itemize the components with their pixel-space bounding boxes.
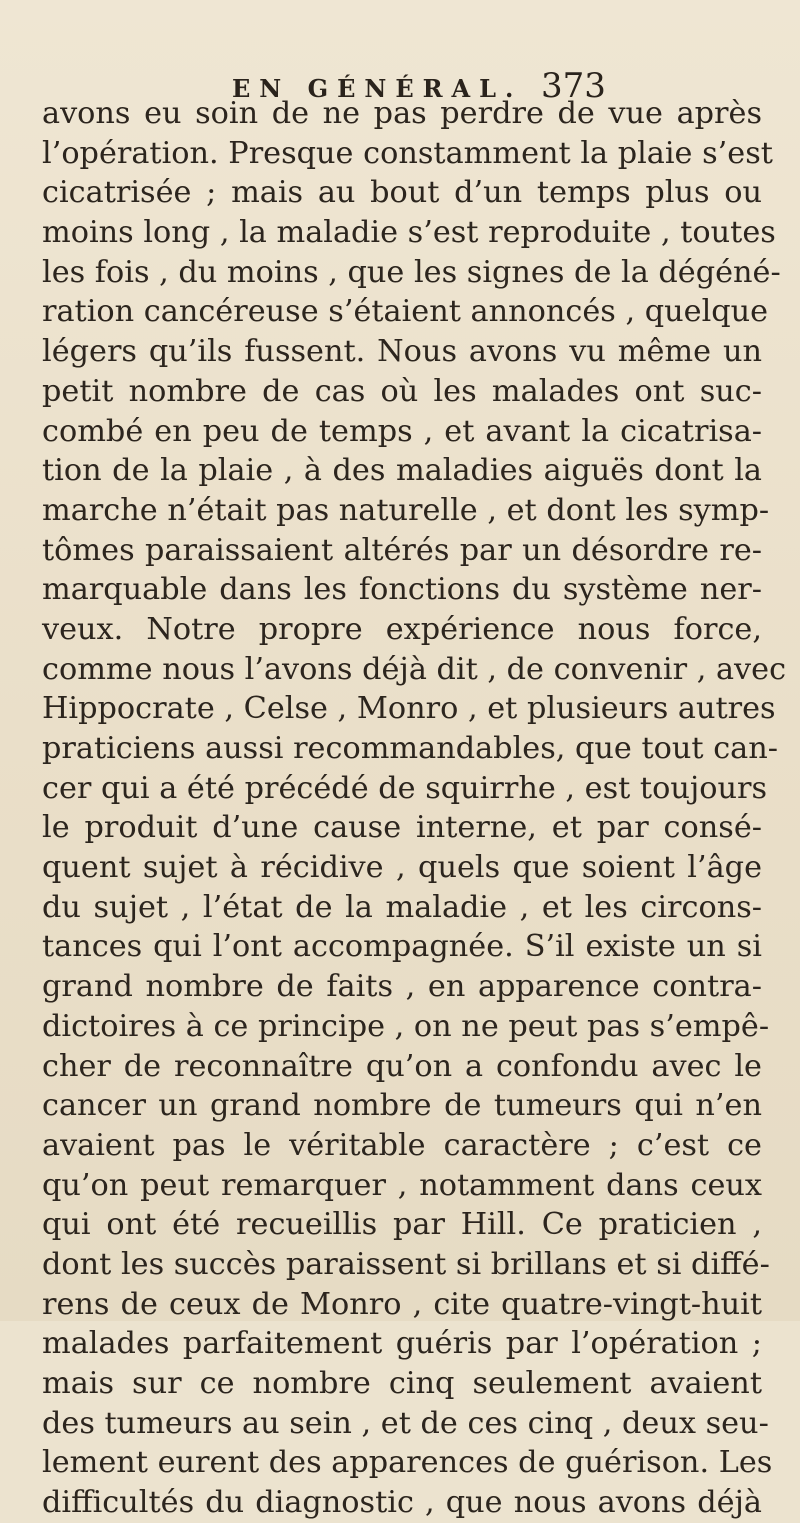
text-line: marquable dans les fonctions du système ner- <box>42 572 762 608</box>
text-line: avons eu soin de ne pas perdre de vue après <box>42 96 762 131</box>
text-line: dictoires à ce principe , on ne peut pas s’empê- <box>42 1008 770 1044</box>
text-line: difficultés du diagnostic , que nous avons déjà <box>42 1485 762 1521</box>
text-line: Hippocrate , Celse , Monro , et plusieurs autres <box>42 691 776 727</box>
text-line: rens de ceux de Monro , cite quatre-vingt-huit <box>42 1286 762 1322</box>
text-line: lement eurent des apparences de guérison. Les <box>42 1445 773 1481</box>
text-line: qui ont été recueillis par Hill. Ce praticien , <box>42 1207 762 1243</box>
text-line: comme nous l’avons déjà dit , de convenir , avec <box>42 651 787 687</box>
text-line: mais sur ce nombre cinq seulement avaient <box>42 1366 762 1401</box>
text-line: tômes paraissaient altérés par un désordre re- <box>42 532 762 568</box>
text-line: marche n’était pas naturelle , et dont les symp- <box>42 492 770 528</box>
text-line: qu’on peut remarquer , notamment dans ceux <box>42 1167 762 1203</box>
text-line: du sujet , l’état de la maladie , et les circons- <box>42 889 762 925</box>
text-line: combé en peu de temps , et avant la cicatrisa- <box>42 413 762 449</box>
text-line: petit nombre de cas où les malades ont suc- <box>42 373 762 409</box>
text-line: cher de reconnaître qu’on a confondu avec le <box>42 1048 762 1084</box>
page-number: 373 <box>541 66 606 106</box>
text-line: les fois , du moins , que les signes de la dégéné- <box>42 254 781 290</box>
text-line: malades parfaitement guéris par l’opération ; <box>42 1326 762 1362</box>
text-line: ration cancéreuse s’étaient annoncés , quelque <box>42 294 769 330</box>
text-line: grand nombre de faits , en apparence contra- <box>42 969 762 1005</box>
text-line: tion de la plaie , à des maladies aiguës dont la <box>42 453 762 489</box>
text-line: cancer un grand nombre de tumeurs qui n’en <box>42 1088 762 1124</box>
text-line: des tumeurs au sein , et de ces cinq , deux seu- <box>42 1405 769 1441</box>
running-head-title: EN GÉNÉRAL. <box>232 74 523 103</box>
text-line: cer qui a été précédé de squirrhe , est toujours <box>42 770 768 806</box>
text-line: praticiens aussi recommandables, que tout can- <box>42 731 778 766</box>
text-line: cicatrisée ; mais au bout d’un temps plus ou <box>42 175 762 211</box>
text-line: légers qu’ils fussent. Nous avons vu même un <box>42 334 762 370</box>
text-line: dont les succès paraissent si brillans et si diffé- <box>42 1246 770 1282</box>
body-text <box>42 94 787 1523</box>
text-line: tances qui l’ont accompagnée. S’il existe un si <box>42 929 762 965</box>
text-line: le produit d’une cause interne, et par consé- <box>42 810 762 846</box>
text-line: veux. Notre propre expérience nous force, <box>42 611 762 647</box>
text-line: l’opération. Presque constamment la plaie s’est <box>42 135 773 171</box>
text-line: avaient pas le véritable caractère ; c’est ce <box>42 1127 762 1163</box>
text-line: quent sujet à récidive , quels que soient l’âge <box>42 850 762 886</box>
text-line: moins long , la maladie s’est reproduite , toutes <box>42 215 776 251</box>
